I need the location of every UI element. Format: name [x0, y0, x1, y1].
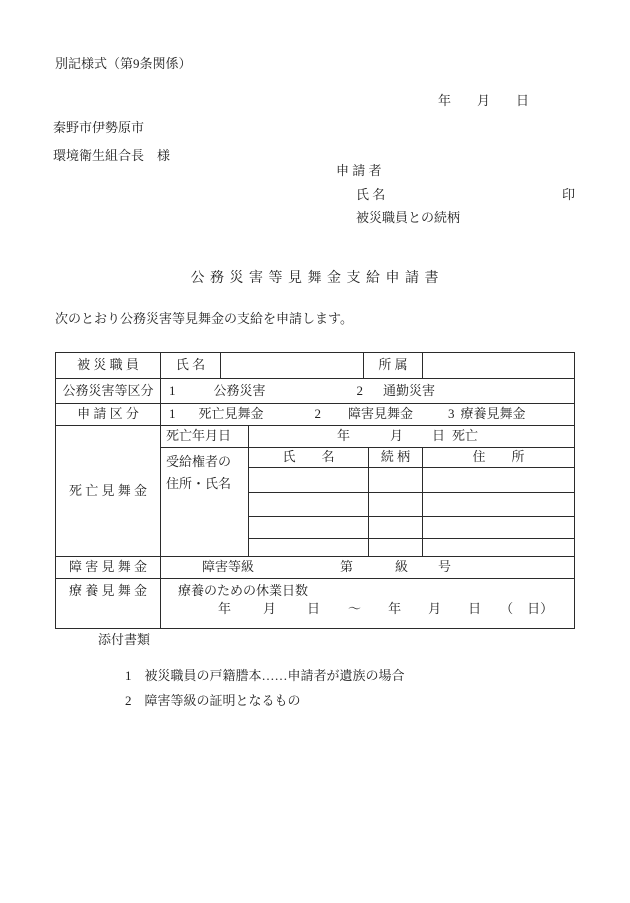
- recipient-label: [161, 448, 249, 556]
- disability-benefit-label: 障 害 見 舞 金: [56, 557, 161, 578]
- recipient-address-header: 住 所: [472, 449, 525, 465]
- recipient-relation-cell: [369, 468, 423, 492]
- recipient-label-line2: 住所・氏名: [166, 476, 232, 491]
- period-start-day: 日: [307, 601, 321, 617]
- death-date-row: [161, 426, 574, 448]
- recipient-blank-row: [249, 468, 574, 493]
- death-date-day: 日: [432, 428, 446, 444]
- date-line: 年 月 日: [438, 93, 530, 108]
- apptype-option3-number: 3: [448, 406, 455, 422]
- death-date-month: 月: [390, 428, 404, 444]
- recipient-address-cell: [423, 493, 574, 516]
- victim-dept-value-cell: [423, 353, 574, 378]
- death-date-year: 年: [337, 428, 351, 444]
- seal-label: 印: [562, 187, 576, 202]
- recipient-address-cell: [423, 468, 574, 492]
- recipient-name-cell: [249, 493, 369, 516]
- period-start-year: 年: [218, 601, 232, 617]
- attachment-item: 2 障害等級の証明となるもの: [125, 693, 301, 708]
- period-total-days: 日）: [527, 601, 554, 617]
- application-type-label: 申 請 区 分: [56, 404, 161, 425]
- category-option2-number: 2: [356, 382, 364, 398]
- apptype-option2-label: 障害見舞金: [348, 406, 414, 422]
- category-row: [56, 379, 574, 404]
- death-benefit-row: [56, 426, 574, 557]
- recipient-relation-cell: [369, 517, 423, 538]
- recipient-relation-cell: [369, 539, 423, 556]
- recipient-table: [249, 448, 574, 556]
- applicant-heading: 申 請 者: [336, 163, 382, 178]
- category-option1-number: 1: [169, 382, 176, 398]
- victim-dept-label: 所 属: [364, 353, 423, 378]
- recipient-relation-cell: [369, 493, 423, 516]
- period-tilde: ～: [348, 601, 362, 617]
- period-end-year: 年: [388, 601, 402, 617]
- document-title: 公 務 災 害 等 見 舞 金 支 給 申 請 書: [190, 271, 440, 286]
- victim-row: [56, 353, 574, 379]
- recipient-name-cell: [249, 539, 369, 556]
- apptype-option1-number: 1: [169, 406, 176, 422]
- category-label: 公務災害等区分: [56, 379, 161, 403]
- apptype-option2-number: 2: [314, 406, 322, 422]
- recipient-name-cell: [249, 468, 369, 492]
- death-date-label: 死亡年月日: [161, 426, 249, 447]
- attachments-heading: 添付書類: [98, 632, 151, 647]
- recipient-label-line1: 受給権者の: [166, 454, 232, 469]
- recipient-address-cell: [423, 517, 574, 538]
- recipient-name-header: 氏 名: [249, 448, 369, 467]
- victim-name-value-cell: [221, 353, 364, 378]
- recipient-header-row: [249, 448, 574, 468]
- recipient-address-cell: [423, 539, 574, 556]
- victim-name-label: 氏 名: [161, 353, 221, 378]
- disability-grade-label: 障害等級: [202, 559, 255, 575]
- death-date-value-cell: [249, 426, 574, 447]
- intro-text: 次のとおり公務災害等見舞金の支給を申請します。: [55, 311, 353, 326]
- recipient-blank-row: [249, 539, 574, 556]
- application-table: [55, 352, 575, 629]
- recipient-blank-row: [249, 517, 574, 539]
- death-benefit-label: 死 亡 見 舞 金: [56, 426, 161, 556]
- application-type-row: [56, 404, 574, 426]
- addressee-city: 秦野市伊勢原市: [53, 120, 145, 135]
- period-paren-open: （: [500, 601, 514, 617]
- apptype-option3-label: 療養見舞金: [460, 406, 526, 422]
- death-date-suffix: 死亡: [452, 428, 479, 444]
- disability-grade-prefix: 第: [340, 559, 354, 575]
- medical-benefit-row: [56, 579, 574, 628]
- application-type-options: [161, 404, 574, 425]
- disability-number-unit: 号: [438, 559, 452, 575]
- disability-grade-unit: 級: [395, 559, 409, 575]
- recipient-section: [161, 448, 574, 556]
- addressee-title: 環境衛生組合長 様: [53, 148, 171, 163]
- category-option1-label: 公務災害: [213, 382, 266, 398]
- period-end-month: 月: [428, 601, 442, 617]
- form-style-note: 別記様式（第9条関係）: [55, 56, 192, 71]
- medical-days-label: 療養のための休業日数: [178, 583, 309, 598]
- recipient-relation-header: 続 柄: [369, 448, 423, 467]
- death-benefit-content: [161, 426, 574, 556]
- applicant-relation-label: 被災職員との続柄: [356, 210, 461, 225]
- disability-benefit-row: [56, 557, 574, 579]
- category-options: [161, 379, 574, 403]
- category-option2-label: 通勤災害: [383, 382, 436, 398]
- period-end-day: 日: [468, 601, 482, 617]
- recipient-name-cell: [249, 517, 369, 538]
- medical-period-line: [161, 601, 574, 617]
- applicant-name-label: 氏 名: [356, 187, 386, 202]
- medical-benefit-content: [161, 579, 574, 628]
- recipient-blank-row: [249, 493, 574, 517]
- period-start-month: 月: [263, 601, 277, 617]
- disability-benefit-content: [161, 557, 574, 578]
- attachment-item: 1 被災職員の戸籍謄本……申請者が遺族の場合: [125, 668, 405, 683]
- apptype-option1-label: 死亡見舞金: [198, 406, 264, 422]
- medical-benefit-label: 療 養 見 舞 金: [56, 579, 161, 628]
- victim-label: 被 災 職 員: [56, 353, 161, 378]
